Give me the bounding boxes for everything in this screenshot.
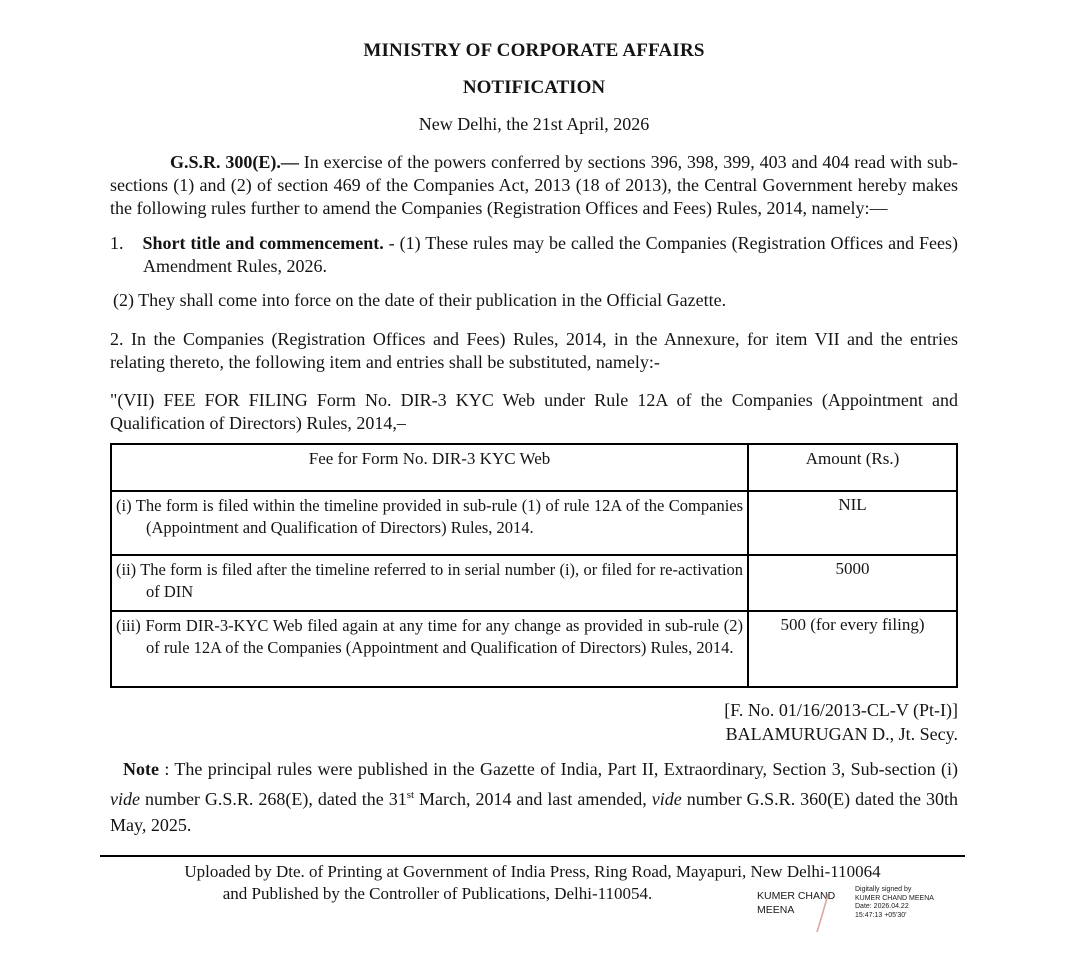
gsr-paragraph xyxy=(110,151,958,220)
row-label: (i) xyxy=(116,496,132,515)
signature-details xyxy=(853,886,934,920)
ministry-title: MINISTRY OF CORPORATE AFFAIRS xyxy=(363,40,705,61)
rule-1-sub-2: (2) They shall come into force on the date of their publication in the Official Gazette. xyxy=(113,290,727,310)
row-label: (iii) xyxy=(116,616,141,635)
note-text: number G.S.R. 268(E), dated the 31 xyxy=(139,789,407,809)
signature-name: KUMER CHAND MEENA xyxy=(757,890,836,916)
row-amount-cell: 500 (for every filing) xyxy=(748,611,957,687)
row-amount-cell: 5000 xyxy=(748,555,957,611)
rule-1-paragraph xyxy=(110,232,958,278)
row-amount-cell: NIL xyxy=(748,491,957,555)
item-vii-lead-in: "(VII) FEE FOR FILING Form No. DIR-3 KYC Web under Rule 12A of the Companies (Appointment and Qualification of Directors) Rules, 2014,– xyxy=(110,390,958,433)
notification-heading: NOTIFICATION xyxy=(462,77,606,98)
fee-table-header-row xyxy=(111,444,957,491)
file-number: [F. No. 01/16/2013-CL-V (Pt-I)] xyxy=(724,700,958,720)
signature-detail-line: Digitally signed by xyxy=(855,886,912,893)
rule-1-heading: Short title and commencement. xyxy=(142,233,384,253)
footer-rule xyxy=(100,855,965,857)
note-text: : The principal rules were published in the Gazette of India, Part II, Extraordinary, Section 3, Sub-section (i) xyxy=(158,759,958,779)
document-content xyxy=(110,40,958,850)
row-description-cell xyxy=(111,555,748,611)
note-text: number G.S.R. 360(E) dated the 30th May, 2025. xyxy=(110,789,958,835)
note-paragraph xyxy=(110,756,958,838)
rule-1-number: 1. xyxy=(110,233,124,253)
table-row xyxy=(111,555,957,611)
table-row xyxy=(111,491,957,555)
rule-1-text: - (1) These rules may be called the Companies (Registration Offices and Fees) Amendment Rules, 2026. xyxy=(143,233,958,276)
table-row xyxy=(111,611,957,687)
note-text: March, 2014 and last amended, xyxy=(414,789,652,809)
signature-detail-line: KUMER CHAND MEENA xyxy=(855,894,934,902)
digital-signature-block xyxy=(757,886,957,920)
row-description: Form DIR-3-KYC Web filed again at any time for any change as provided in sub-rule (2) of rule 12A of the Companies (Appointment and Qualification of Directors) Rules, 2014. xyxy=(145,616,744,657)
gsr-number: G.S.R. 300(E).— xyxy=(170,152,299,172)
note-vide: vide xyxy=(651,789,682,809)
gsr-text: In exercise of the powers conferred by sections 396, 398, 399, 403 and 404 read with sub-sections (1) and (2) of section 469 of the Companies Act, 2013 (18 of 2013), the Central Government hereby makes the following rules further to amend the Companies (Registration Offices and Fees) Rules, 2014, namely:— xyxy=(110,152,958,218)
footer-upload-line: Uploaded by Dte. of Printing at Government of India Press, Ring Road, Mayapuri, New Delhi-110064 xyxy=(184,862,881,881)
row-description-cell xyxy=(111,491,748,555)
signatory-name: BALAMURUGAN D., Jt. Secy. xyxy=(725,724,958,744)
fee-table xyxy=(110,443,958,688)
row-description: The form is filed after the timeline referred to in serial number (i), or filed for re-activation of DIN xyxy=(140,560,744,601)
fee-table-header-description: Fee for Form No. DIR-3 KYC Web xyxy=(111,444,748,491)
fee-table-header-amount: Amount (Rs.) xyxy=(748,444,957,491)
note-vide: vide xyxy=(110,789,140,809)
signature-detail-line: 15:47:13 +05'30' xyxy=(855,911,907,919)
signature-detail-line: Date: 2026.04.22 xyxy=(855,903,909,910)
note-superscript: st xyxy=(406,789,415,801)
rule-2-paragraph: 2. In the Companies (Registration Offices and Fees) Rules, 2014, in the Annexure, for item VII and the entries relating thereto, the following item and entries shall be substituted, namely:- xyxy=(110,329,958,372)
row-description: The form is filed within the timeline provided in sub-rule (1) of rule 12A of the Companies (Appointment and Qualification of Directors) Rules, 2014. xyxy=(135,496,744,537)
footer-publish-line: and Published by the Controller of Publications, Delhi-110054. xyxy=(222,884,653,903)
dateline: New Delhi, the 21st April, 2026 xyxy=(418,114,650,134)
note-label: Note xyxy=(123,759,159,779)
row-label: (ii) xyxy=(116,560,137,579)
row-description-cell xyxy=(111,611,748,687)
